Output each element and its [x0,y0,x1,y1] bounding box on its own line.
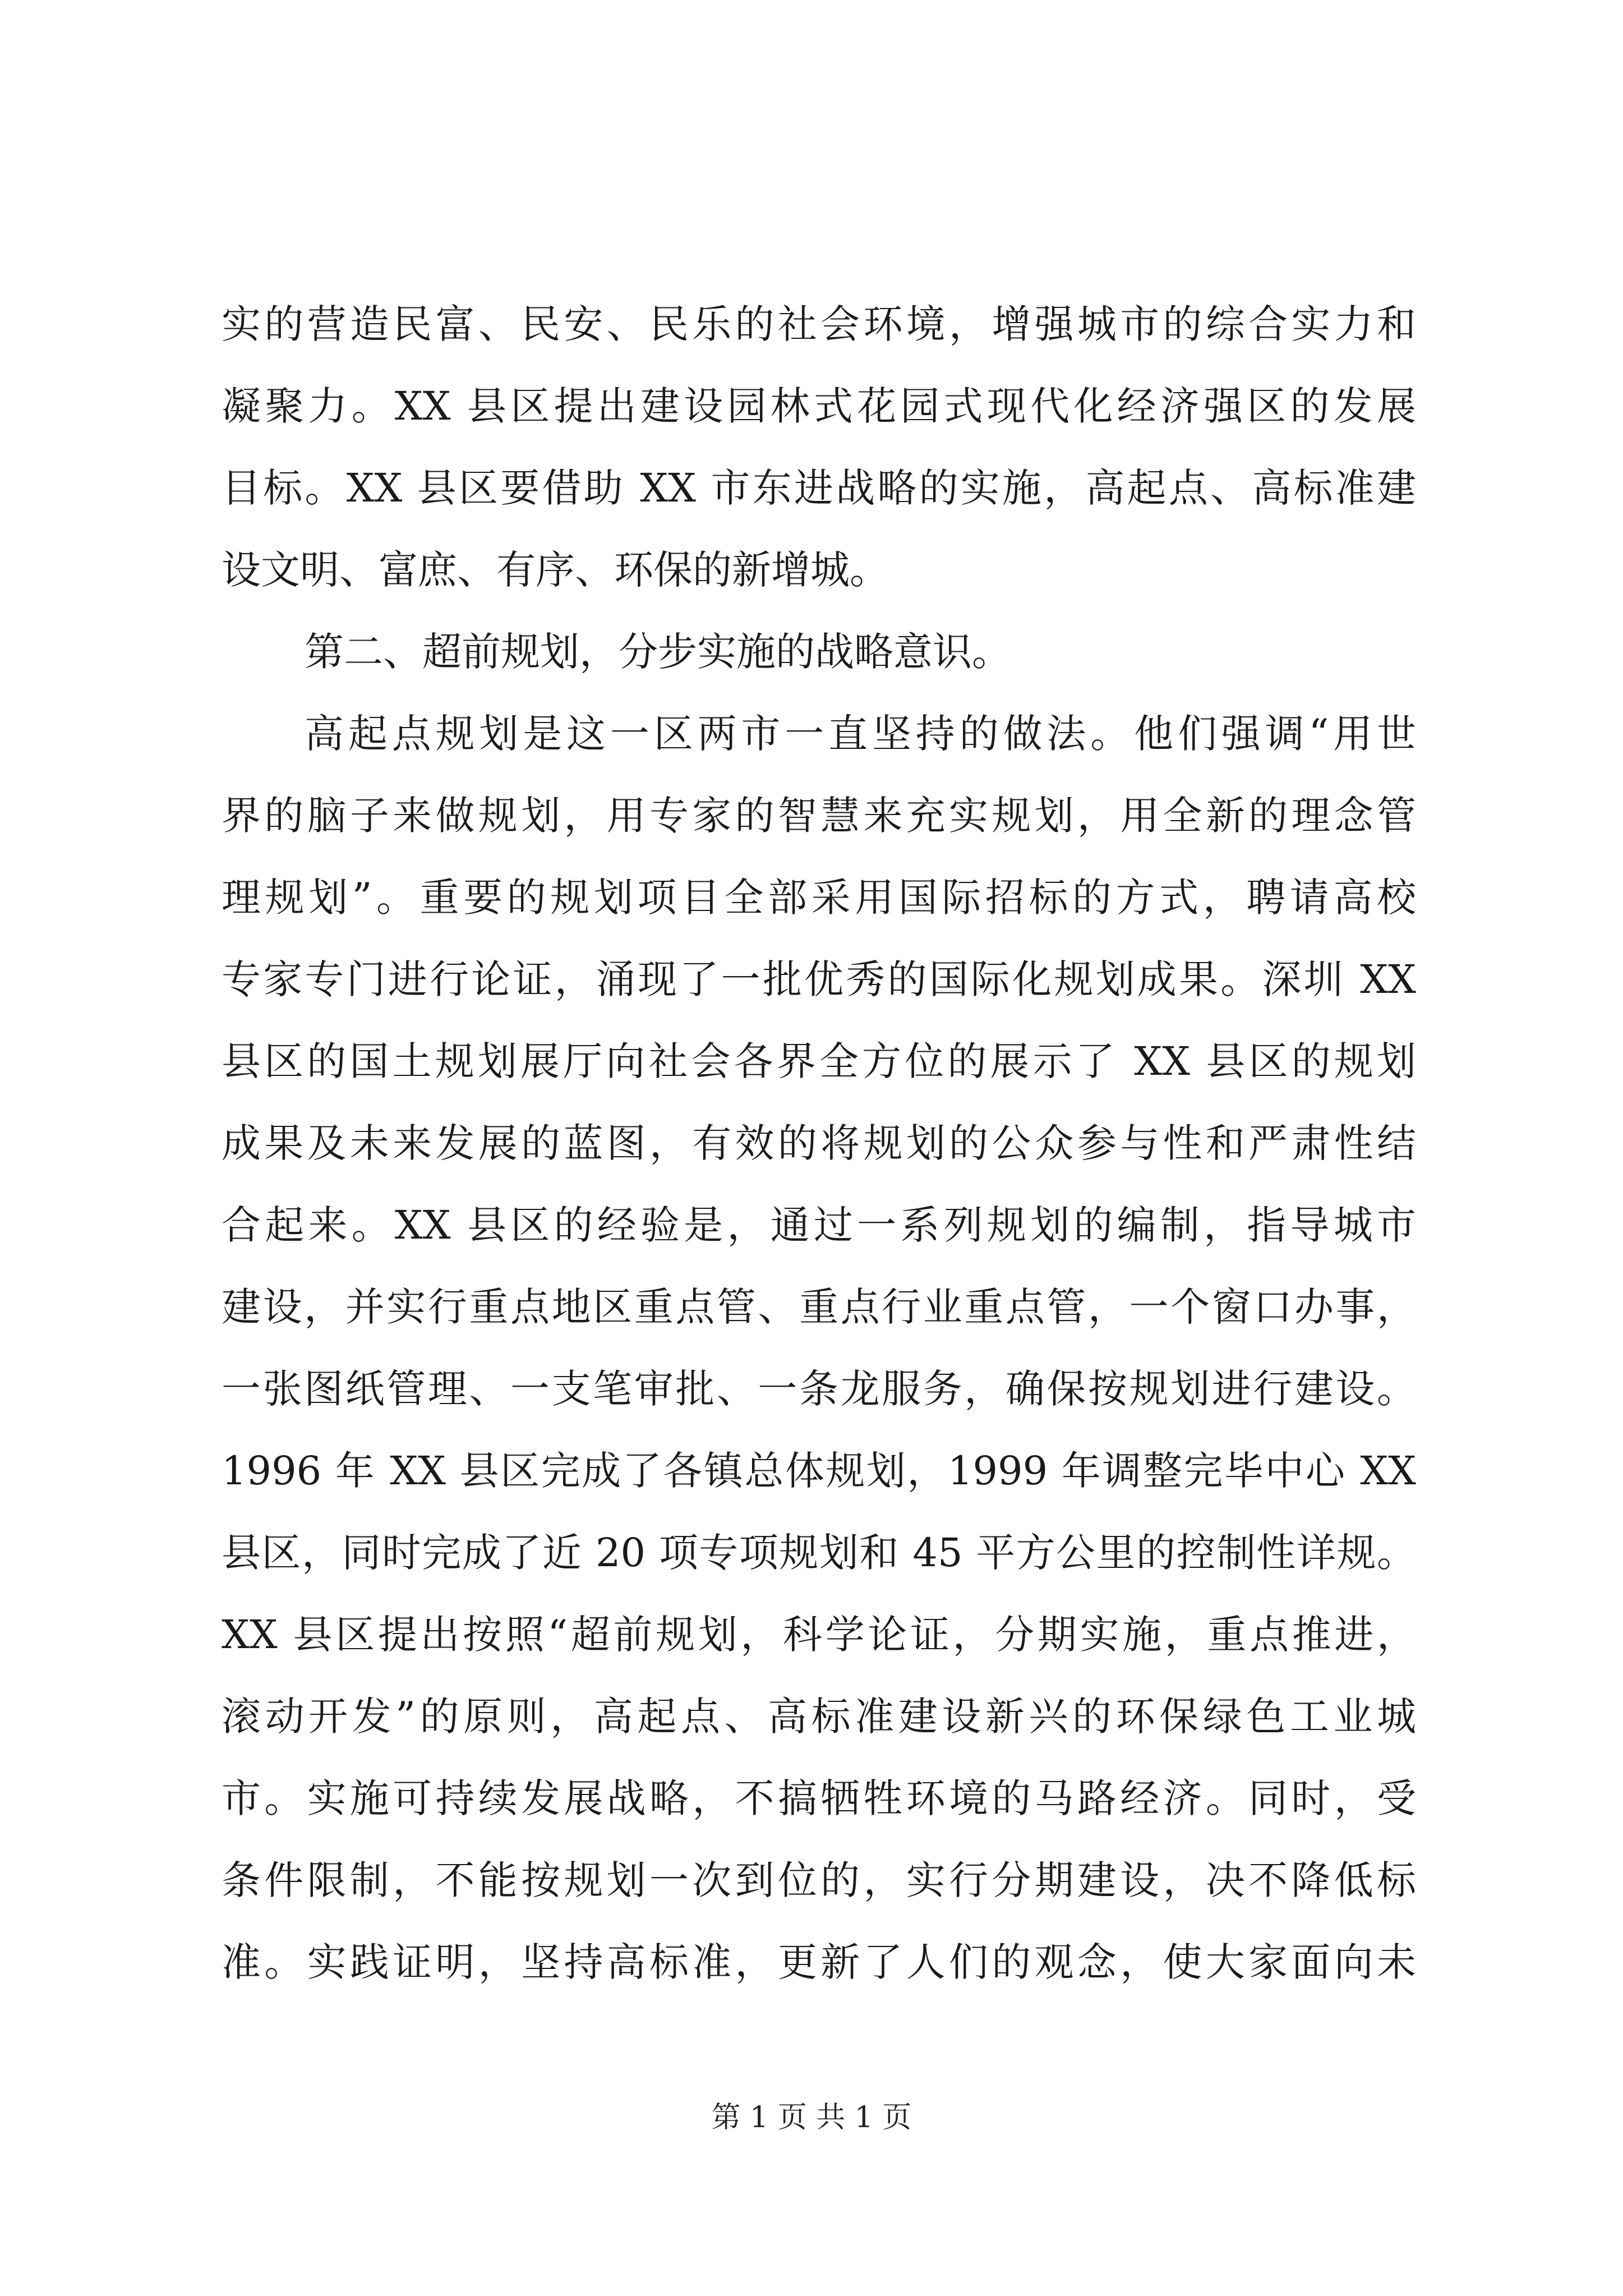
body-text [222,283,1416,2003]
text-line-6: 高起点规划是这一区两市一直坚持的做法。他们强调“用世 [305,711,1416,757]
text-line-10: 县区的国土规划展厅向社会各界全方位的展示了 XX 县区的规划 [222,1038,1416,1084]
text-line-3: 目标。XX 县区要借助 XX 市东进战略的实施，高起点、高标准建 [222,465,1416,511]
text-line-12: 合起来。XX 县区的经验是，通过一系列规划的编制，指导城市 [222,1202,1416,1248]
text-line-18: 滚动开发”的原则，高起点、高标准建设新兴的环保绿色工业城 [222,1694,1416,1740]
text-line-21: 准。实践证明，坚持高标准，更新了人们的观念，使大家面向未 [222,1939,1416,1985]
section-heading: 第二、超前规划，分步实施的战略意识。 [305,629,1011,675]
text-line-2: 凝聚力。XX 县区提出建设园林式花园式现代化经济强区的发展 [222,383,1416,429]
text-line-15: 1996 年 XX 县区完成了各镇总体规划，1999 年调整完毕中心 XX [222,1448,1416,1494]
text-line-14: 一张图纸管理、一支笔审批、一条龙服务，确保按规划进行建设。 [222,1366,1416,1412]
text-line-19: 市。实施可持续发展战略，不搞牺牲环境的马路经济。同时，受 [222,1775,1416,1821]
text-line-4: 设文明、富庶、有序、环保的新增城。 [222,547,889,593]
text-line-7: 界的脑子来做规划，用专家的智慧来充实规划，用全新的理念管 [222,793,1416,839]
text-line-17: XX 县区提出按照“超前规划，科学论证，分期实施，重点推进， [222,1612,1416,1658]
text-line-1: 实的营造民富、民安、民乐的社会环境，增强城市的综合实力和 [222,301,1416,347]
text-line-8: 理规划”。重要的规划项目全部采用国际招标的方式，聘请高校 [222,875,1416,921]
text-line-11: 成果及未来发展的蓝图，有效的将规划的公众参与性和严肃性结 [222,1120,1416,1166]
text-line-13: 建设，并实行重点地区重点管、重点行业重点管，一个窗口办事， [222,1284,1416,1330]
text-line-20: 条件限制，不能按规划一次到位的，实行分期建设，决不降低标 [222,1857,1416,1903]
page-footer: 第 1 页 共 1 页 [711,2101,912,2134]
text-line-9: 专家专门进行论证，涌现了一批优秀的国际化规划成果。深圳 XX [222,956,1416,1002]
text-line-16: 县区，同时完成了近 20 项专项规划和 45 平方公里的控制性详规。 [222,1530,1416,1576]
